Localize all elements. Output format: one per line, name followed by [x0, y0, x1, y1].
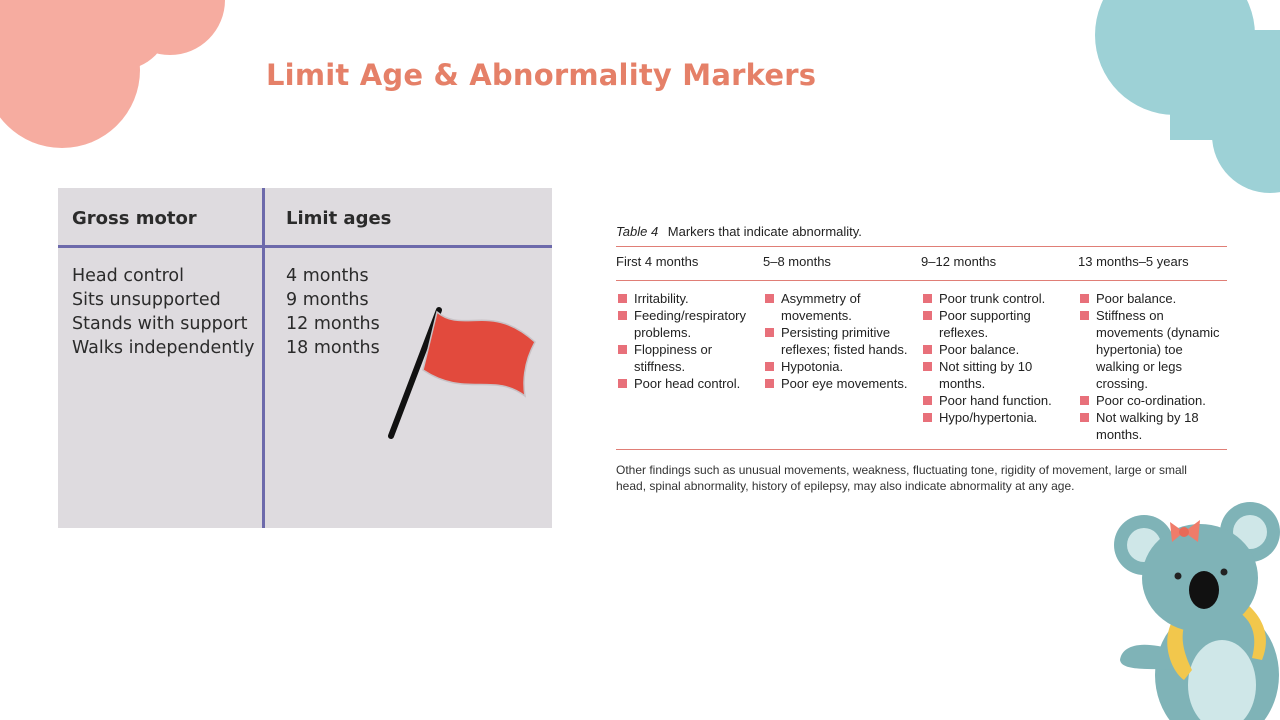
- limit-age-list: [286, 264, 380, 360]
- koala-mascot-icon: [1112, 500, 1280, 720]
- header-divider: [58, 245, 552, 248]
- marker-item: Feeding/respiratory problems.: [616, 307, 758, 341]
- column-9-12-months: [921, 290, 1071, 426]
- marker-item: Stiffness on movements (dynamic hypertonia) toe walking or legs crossing.: [1078, 307, 1228, 392]
- milestone-list: [72, 264, 254, 360]
- milestone-item: Stands with support: [72, 314, 248, 334]
- red-flag-icon: [383, 306, 543, 441]
- marker-item: Poor co-ordination.: [1078, 392, 1228, 409]
- header-gross-motor: Gross motor: [72, 208, 197, 229]
- column-5-8-months: [763, 290, 915, 392]
- marker-item: Persisting primitive reflexes; fisted hands.: [763, 324, 915, 358]
- marker-item: Poor hand function.: [921, 392, 1071, 409]
- table-header-row: [616, 247, 1227, 280]
- marker-item: Poor eye movements.: [763, 375, 915, 392]
- column-header: 13 months–5 years: [1078, 254, 1189, 269]
- milestone-item: Head control: [72, 266, 184, 286]
- limit-age-item: 4 months: [286, 266, 369, 286]
- table-body: [616, 281, 1227, 449]
- limit-age-item: 18 months: [286, 338, 380, 358]
- marker-item: Irritability.: [616, 290, 758, 307]
- column-header: First 4 months: [616, 254, 699, 269]
- table-caption-text: Markers that indicate abnormality.: [667, 224, 862, 239]
- header-limit-ages: Limit ages: [286, 208, 392, 229]
- marker-item: Poor supporting reflexes.: [921, 307, 1071, 341]
- limit-age-item: 9 months: [286, 290, 369, 310]
- marker-item: Poor balance.: [1078, 290, 1228, 307]
- column-header: 5–8 months: [763, 254, 831, 269]
- teal-cloud-decoration: [1090, 0, 1280, 195]
- slide-title: Limit Age & Abnormality Markers: [266, 58, 817, 92]
- table-footnote: Other findings such as unusual movements, weakness, fluctuating tone, rigidity of movement, large or small head, spinal abnormality, history of epilepsy, may also indicate abnormality at any age.: [616, 463, 1187, 493]
- table-bottom-rule: [616, 449, 1227, 450]
- marker-item: Asymmetry of movements.: [763, 290, 915, 324]
- marker-item: Poor balance.: [921, 341, 1071, 358]
- marker-item: Floppiness or stiffness.: [616, 341, 758, 375]
- limit-age-item: 12 months: [286, 314, 380, 334]
- marker-item: Poor trunk control.: [921, 290, 1071, 307]
- abnormality-markers-table: [616, 222, 1227, 494]
- table-caption: [616, 222, 1227, 246]
- table-caption-label: Table 4: [616, 224, 659, 239]
- limit-ages-table: [58, 188, 552, 528]
- marker-item: Not sitting by 10 months.: [921, 358, 1071, 392]
- milestone-item: Sits unsupported: [72, 290, 221, 310]
- marker-item: Hypotonia.: [763, 358, 915, 375]
- column-first-4-months: [616, 290, 758, 392]
- coral-cloud-decoration: [0, 0, 230, 150]
- column-13-months-5-years: [1078, 290, 1228, 443]
- column-divider: [262, 188, 265, 528]
- marker-item: Poor head control.: [616, 375, 758, 392]
- column-header: 9–12 months: [921, 254, 997, 269]
- marker-item: Hypo/hypertonia.: [921, 409, 1071, 426]
- milestone-item: Walks independently: [72, 338, 255, 358]
- marker-item: Not walking by 18 months.: [1078, 409, 1228, 443]
